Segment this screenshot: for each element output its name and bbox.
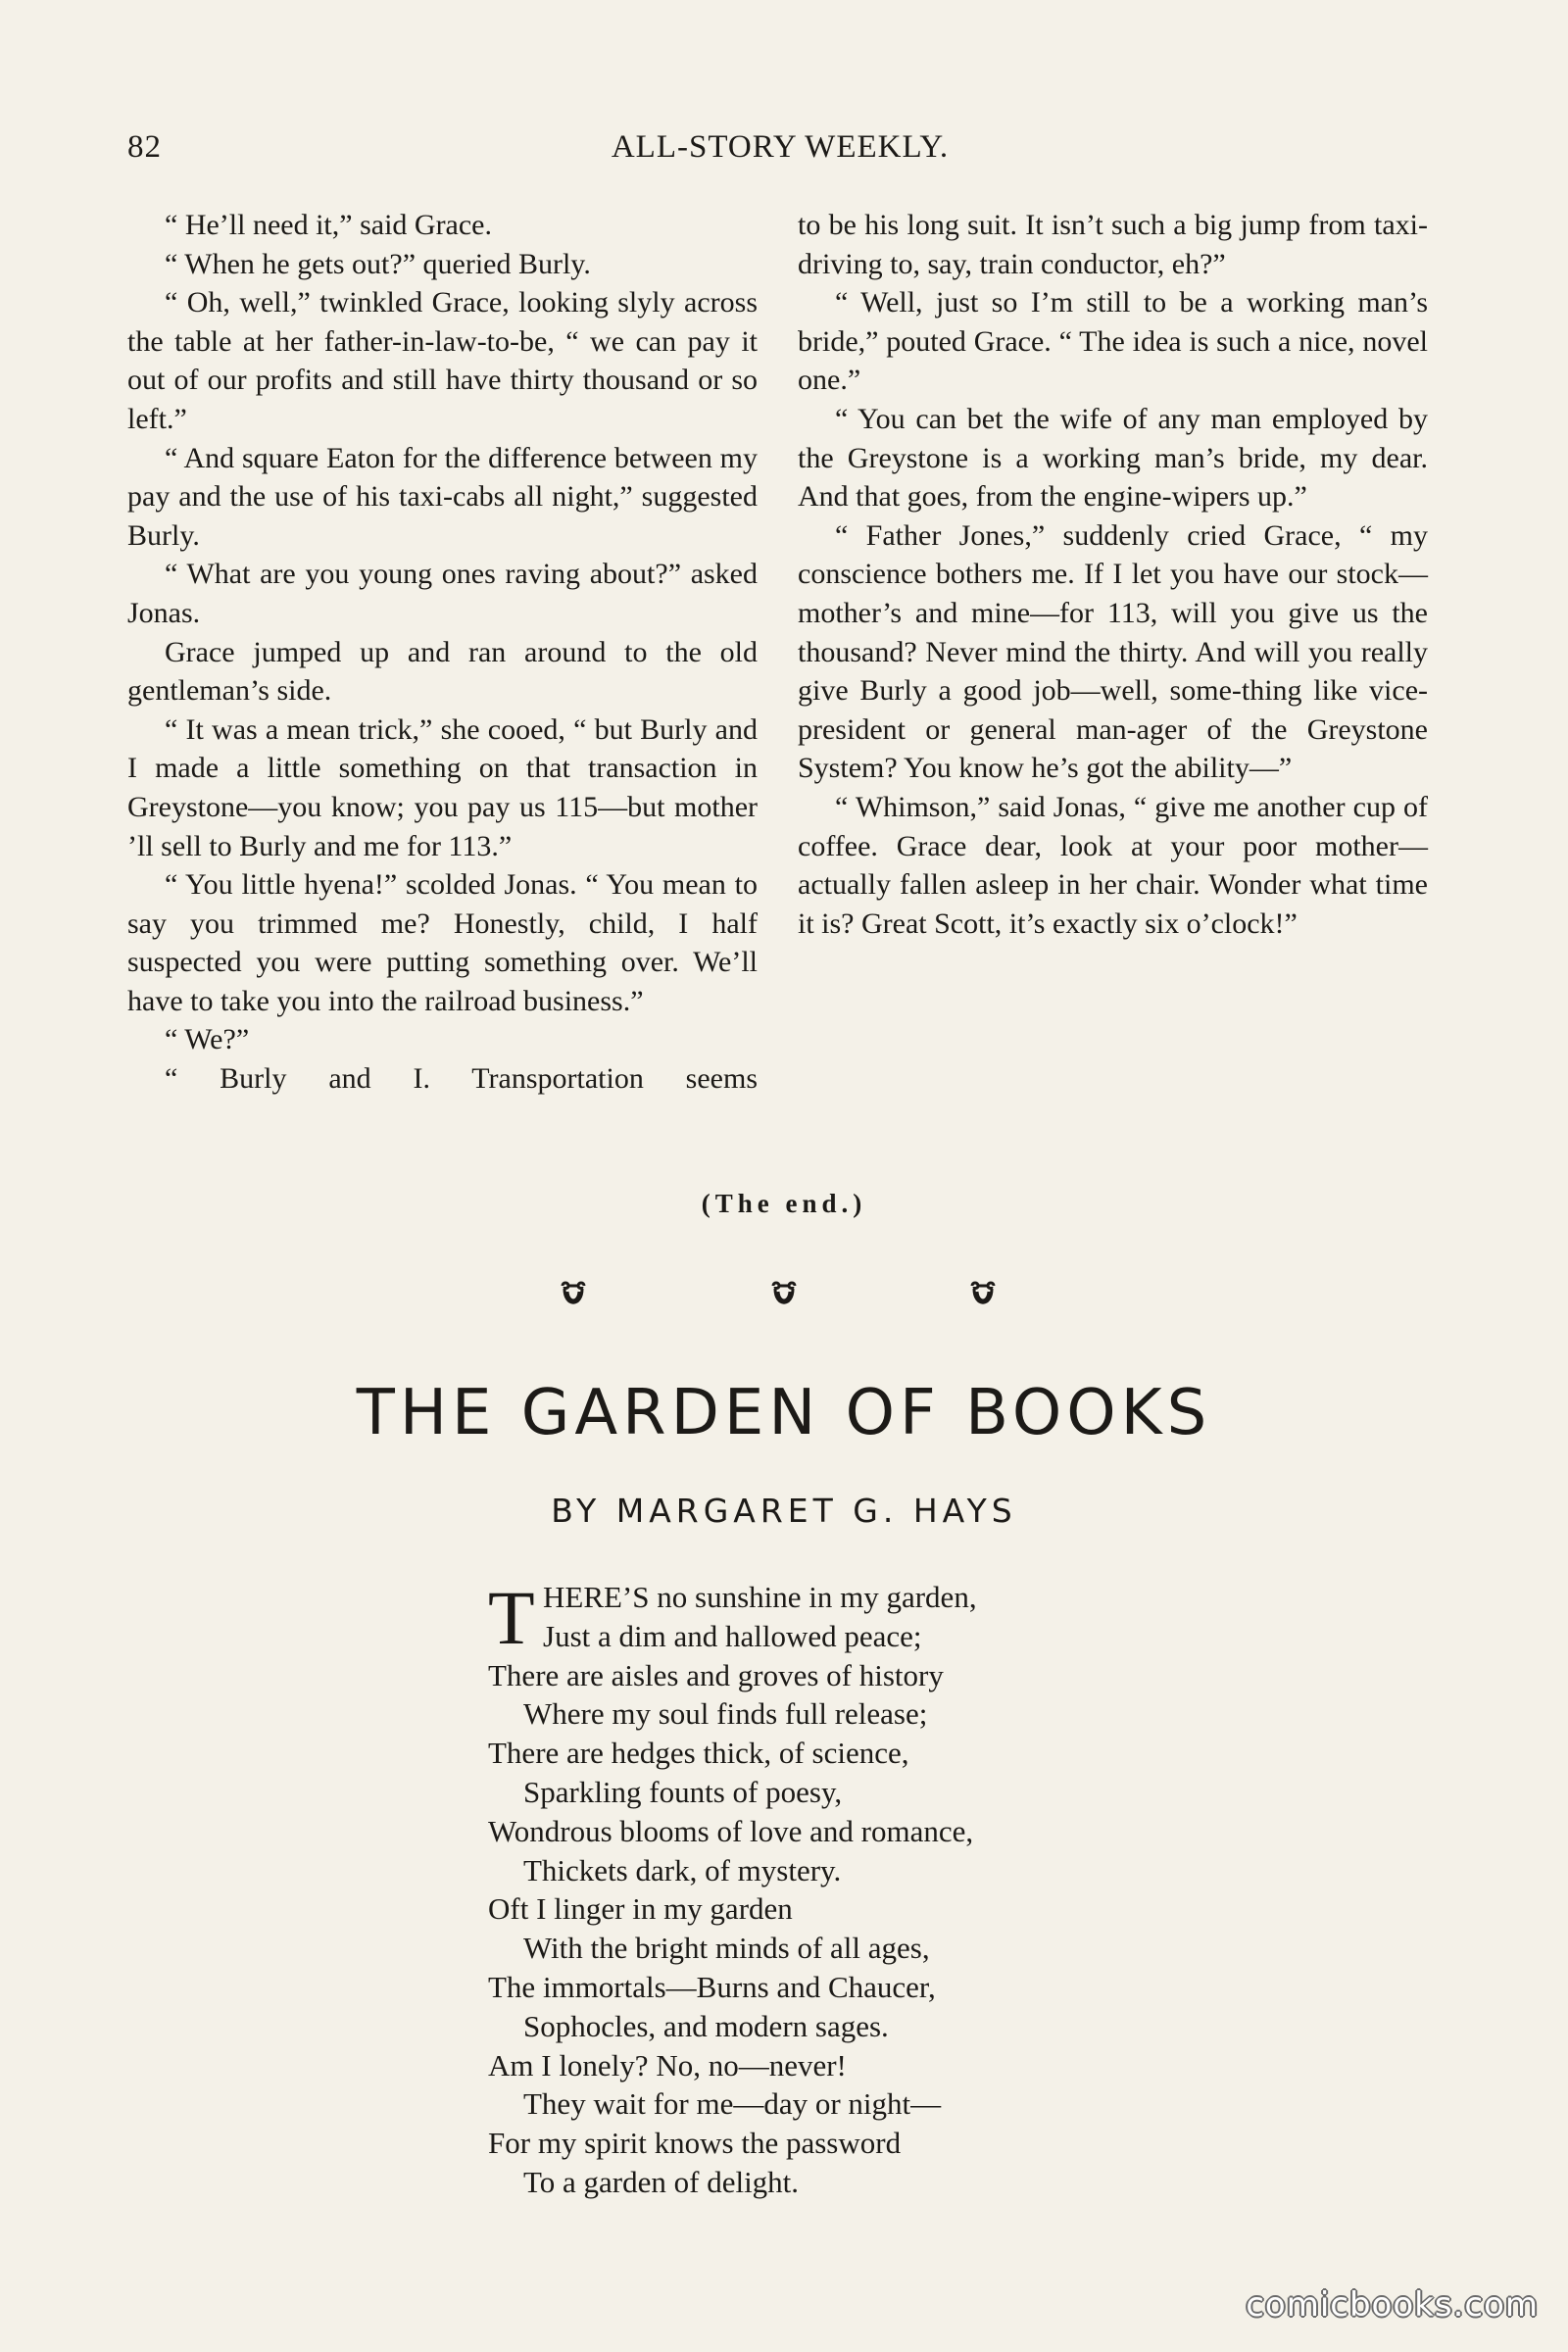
- scroll-ornament-icon: [769, 1280, 799, 1319]
- poem-line: They wait for me—day or night—: [523, 2086, 942, 2122]
- drop-cap: T: [488, 1575, 535, 1660]
- paragraph: “ Whimson,” said Jonas, “ give me another cup of coffee. Grace dear, look at your poor mother—actually fallen asleep in her chair. Wonder what time it is? Great Scott, it’s exactly six o’clock!”: [798, 790, 1428, 940]
- poem-line: To a garden of delight.: [523, 2164, 800, 2199]
- poem-line: Thickets dark, of mystery.: [523, 1852, 842, 1887]
- page-number: 82: [127, 129, 162, 165]
- poem-line: For my spirit knows the password: [488, 2126, 902, 2161]
- paragraph: “ You little hyena!” scolded Jonas. “ You mean to say you trimmed me? Honestly, child, I half suspected you were putting something over. We’ll have to take you into the railroad business.”: [127, 868, 758, 1017]
- poem-line: The immortals—Burns and Chaucer,: [488, 1969, 936, 2004]
- page-header: [127, 129, 1433, 178]
- paragraph: “ Well, just so I’m still to be a working man’s bride,” pouted Grace. “ The idea is such a nice, novel one.”: [798, 286, 1428, 397]
- poem-line: There are aisles and groves of history: [488, 1657, 944, 1692]
- paragraph: “ What are you young ones raving about?” asked Jonas.: [127, 558, 758, 629]
- poem-line: Sophocles, and modern sages.: [523, 2008, 889, 2043]
- paragraph: Grace jumped up and ran around to the old gentleman’s side.: [127, 635, 758, 708]
- poem-line: HERE’S no sunshine in my garden,: [543, 1580, 977, 1614]
- running-title: ALL-STORY WEEKLY.: [611, 129, 950, 165]
- paragraph: “ And square Eaton for the difference between my pay and the use of his taxi-cabs all night,” suggested Burly.: [127, 441, 758, 552]
- paragraph: “ It was a mean trick,” she cooed, “ but Burly and I made a little something on that transaction in Greystone—you know; you pay us 115—but mother ’ll sell to Burly and me for 113.”: [127, 712, 758, 862]
- poem-body: [488, 1575, 1174, 2202]
- end-marker: (The end.): [701, 1189, 867, 1218]
- poem-line: Sparkling founts of poesy,: [523, 1774, 843, 1809]
- poem-line: Oft I linger in my garden: [488, 1891, 793, 1927]
- paragraph-continuation: to be his long suit. It isn’t such a big jump from taxi-driving to, say, train conductor, eh?”: [798, 209, 1428, 280]
- poem-line: With the bright minds of all ages,: [523, 1931, 930, 1966]
- paragraph: “ Father Jones,” suddenly cried Grace, “ my conscience bothers me. If I let you have our stock—mother’s and mine—for 113, will you give us the thousand? Never mind the thirty. And will you really give Burly a good job—well, some-thing like vice-president or general man-ager of the Greystone System? You know he’s got the ability—”: [798, 518, 1428, 785]
- poem-line: Wondrous blooms of love and romance,: [488, 1813, 974, 1848]
- paragraph: “ He’ll need it,” said Grace.: [165, 209, 492, 241]
- site-watermark: comicbooks.com: [1246, 2285, 1539, 2325]
- poem-line: There are hedges thick, of science,: [488, 1736, 909, 1771]
- poem-title: THE GARDEN OF BOOKS: [356, 1377, 1212, 1449]
- poem-byline: BY MARGARET G. HAYS: [551, 1492, 1017, 1530]
- section-ornaments: [0, 1280, 1568, 1329]
- right-column: [798, 206, 1428, 943]
- poem-line: Just a dim and hallowed peace;: [543, 1618, 922, 1653]
- paragraph: “ When he gets out?” queried Burly.: [165, 247, 591, 280]
- scroll-ornament-icon: [968, 1280, 998, 1319]
- paragraph: “ Oh, well,” twinkled Grace, looking slyly across the table at her father-in-law-to-be, “ we can pay it out of our profits and still have thirty thousand or so left.”: [127, 286, 758, 435]
- poem-line: Am I lonely? No, no—never!: [488, 2047, 847, 2082]
- left-column: [127, 206, 758, 1099]
- paragraph: “ You can bet the wife of any man employed by the Greystone is a working man’s bride, my dear. And that goes, from the engine-wipers up.”: [798, 402, 1428, 514]
- poem-line: Where my soul finds full release;: [523, 1696, 928, 1732]
- paragraph: “ Burly and I. Transportation seems: [165, 1062, 758, 1096]
- story-ending: [127, 206, 1433, 1186]
- paragraph: “ We?”: [165, 1023, 250, 1056]
- scroll-ornament-icon: [559, 1280, 588, 1319]
